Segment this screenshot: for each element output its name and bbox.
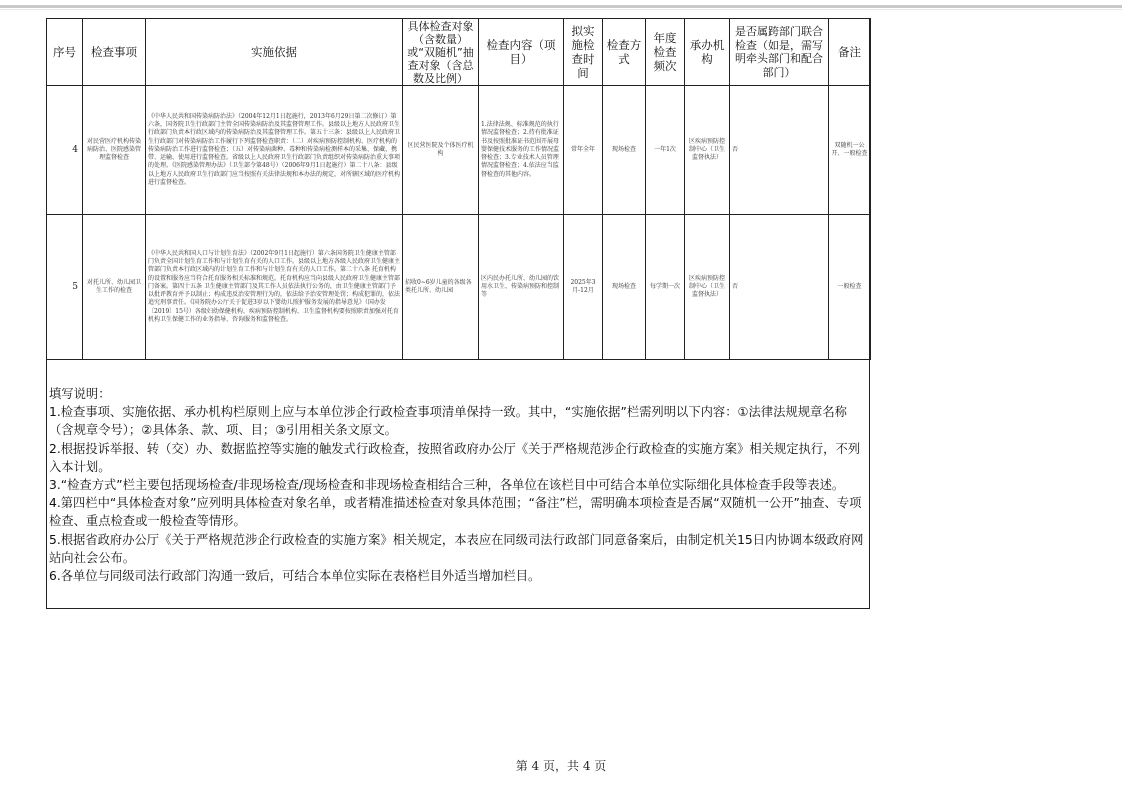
header-joint: 是否属跨部门联合检查（如是，需写明牵头部门和配合部门）	[730, 19, 829, 86]
row-frequency: 每学期一次	[646, 215, 685, 360]
row-remark: 一般检查	[829, 215, 871, 360]
instructions-title: 填写说明：	[49, 387, 111, 401]
row-method: 现场检查	[603, 86, 646, 215]
row-content: 1.法律法规、标准规范的执行情况监督检查；2.持有批准证书及按照批准证书范围开展母婴保健技术服务的工作情况监督检查；3.专业技术人员管理情况监督检查；4.依法应当监督检查的其他内容。	[479, 86, 564, 215]
row-org: 区疾病预防控制中心（卫生监督执法）	[685, 86, 730, 215]
page-number: 第 4 页，共 4 页	[515, 759, 607, 773]
instruction-item: 1.检查事项、实施依据、承办机构栏原则上应与本单位涉企行政检查事项清单保持一致。其中，“实施依据”栏需列明以下内容：①法律法规规章名称（含规章令号）；②具体条、款、项、目；③引用相关条文原文。	[49, 405, 847, 438]
header-time: 拟实施检查时间	[564, 19, 603, 86]
row-basis: 《中华人民共和国传染病防治法》（2004年12月1日起施行，2013年6月29日第二次修订）第六条，国务院卫生行政部门主管全国传染病防治及其监督管理工作。县级以上地方人民政府卫生行政部门负责本行政区域内的传染病防治及其监督管理工作。第五十三条：县级以上人民政府卫生行政部门对传染病防治工作履行下列监督检查职责：（二）对疾病预防控制机构、医疗机构的传染病防治工作进行监督检查；（五）对传染病菌种、毒种和传染病检测样本的采集、保藏、携带、运输、使用进行监督检查。省级以上人民政府卫生行政部门负责组织对传染病防治重大事项的处理。《医院感染管理办法》（卫生部令第48号）（2006年9月1日起施行）第二十八条：县级以上地方人民政府卫生行政部门应当按照有关法律法规和本办法的规定，对所辖区域的医疗机构进行监督检查。	[146, 86, 403, 215]
row-time: 2025年3月-12月	[564, 215, 603, 360]
header-seq: 序号	[47, 19, 83, 86]
row-joint: 否	[730, 86, 829, 215]
header-frequency: 年度检查频次	[646, 19, 685, 86]
row-remark: 双随机一公开、一般检查	[829, 86, 871, 215]
row-basis: 《中华人民共和国人口与计划生育法》（2002年9月1日起施行）第六条国务院卫生健康主管部门负责全国计划生育工作和与计划生育有关的人口工作。县级以上地方各级人民政府卫生健康主管部门负责本行政区域内的计划生育工作和与计划生育有关的人口工作。第二十八条 托育机构的设置和服务应当符合托育服务相关标准和规范。托育机构应当向县级人民政府卫生健康主管部门备案。第四十五条 卫生健康主管部门及其工作人员依法执行公务的，由卫生健康主管部门予以批评教育并予以制止；构成违反治安管理行为的，依法给予治安管理处罚；构成犯罪的，依法追究刑事责任。《国务院办公厅关于促进3岁以下婴幼儿照护服务发展的指导意见》（国办发〔2019〕15号）各级妇幼保健机构、疾病预防控制机构、卫生监督机构要按照职责加强对托育机构卫生保健工作的业务指导、咨询服务和监督检查。	[146, 215, 403, 360]
row-item: 对民营医疗机构传染病防治、医院感染管理监督检查	[83, 86, 146, 215]
row-time: 常年全年	[564, 86, 603, 215]
instruction-item: 2.根据投诉举报、转（交）办、数据监控等实施的触发式行政检查，按照省政府办公厅《关于严格规范涉企行政检查的实施方案》相关规定执行，不列入本计划。	[49, 441, 861, 474]
scan-top-edge-shadow	[0, 9, 1122, 10]
row-frequency: 一年1次	[646, 86, 685, 215]
row-org: 区疾病预防控制中心（卫生监督执法）	[685, 215, 730, 360]
instruction-item: 3.“检查方式”栏主要包括现场检查/非现场检查/现场检查和非现场检查相结合三种，各单位在该栏目中可结合本单位实际细化具体检查手段等表述。	[49, 478, 845, 493]
scan-top-edge	[0, 5, 1122, 8]
header-object: 具体检查对象（含数量）或“双随机”抽查对象（含总数及比例）	[403, 19, 479, 86]
header-content: 检查内容（项目）	[479, 19, 564, 86]
inspection-plan-table	[46, 18, 871, 360]
filling-instructions	[49, 385, 867, 585]
row-content: 区内民办托儿所、幼儿园的饮用水卫生、传染病预防和控制等	[479, 215, 564, 360]
table-header-row	[47, 19, 871, 86]
row-seq: 5	[47, 215, 83, 360]
row-seq: 4	[47, 86, 83, 215]
row-joint: 否	[730, 215, 829, 360]
row-item: 对托儿所、幼儿园卫生工作的检查	[83, 215, 146, 360]
instruction-item: 4.第四栏中“具体检查对象”应列明具体检查对象名单，或者精准描述检查对象具体范围；“备注”栏，需明确本项检查是否属“双随机一公开”抽查、专项检查、重点检查或一般检查等情形。	[49, 496, 862, 529]
instruction-item: 6.各单位与同级司法行政部门沟通一致后，可结合本单位实际在表格栏目外适当增加栏目。	[49, 569, 541, 584]
header-basis: 实施依据	[146, 19, 403, 86]
header-remark: 备注	[829, 19, 871, 86]
table-row	[47, 86, 871, 215]
row-object: 招收0~6岁儿童的各级各类托儿所、幼儿园	[403, 215, 479, 360]
header-method: 检查方式	[603, 19, 646, 86]
instruction-item: 5.根据省政府办公厅《关于严格规范涉企行政检查的实施方案》相关规定，本表应在同级司法行政部门同意备案后，由制定机关15日内协调本级政府网站向社会公布。	[49, 532, 864, 565]
header-item: 检查事项	[83, 19, 146, 86]
header-org: 承办机构	[685, 19, 730, 86]
table-row	[47, 215, 871, 360]
row-method: 现场检查	[603, 215, 646, 360]
row-object: 区民营医院及个体医疗机构	[403, 86, 479, 215]
